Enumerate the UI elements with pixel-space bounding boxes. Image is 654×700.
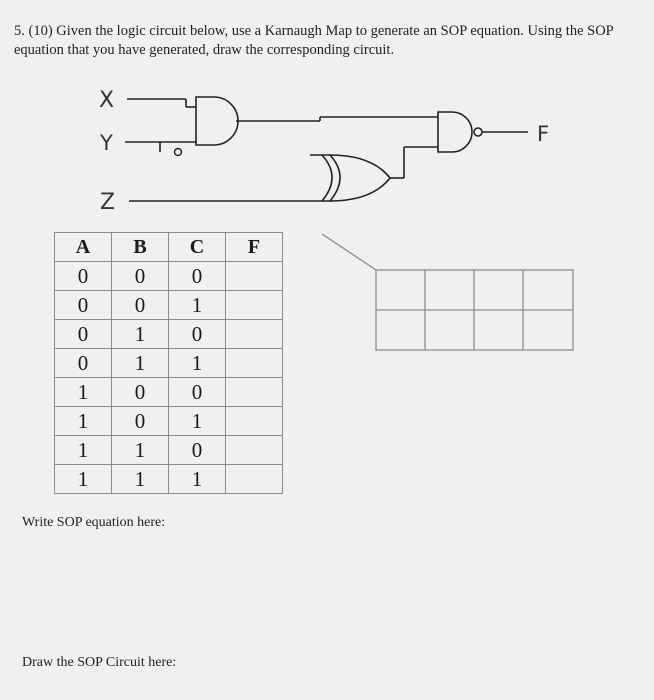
nand-gate [438,112,472,152]
cell-b: 0 [112,407,169,436]
cell-b: 0 [112,291,169,320]
cell-a: 0 [55,291,112,320]
table-row [55,320,283,349]
nand-bubble [474,128,482,136]
cell-f[interactable] [226,436,283,465]
xor-gate [330,155,390,201]
cell-f[interactable] [226,291,283,320]
sop-equation-label: Write SOP equation here: [22,515,166,530]
table-row [55,291,283,320]
table-row [55,349,283,378]
cell-c: 0 [169,262,226,291]
cell-a: 1 [55,378,112,407]
cell-b: 1 [112,465,169,494]
cell-f[interactable] [226,262,283,291]
header-b: B [112,233,169,262]
cell-f[interactable] [226,378,283,407]
input-x-label: X [99,88,115,113]
table-row [55,378,283,407]
cell-a: 1 [55,465,112,494]
cell-a: 0 [55,262,112,291]
header-c: C [169,233,226,262]
draw-circuit-label: Draw the SOP Circuit here: [22,655,177,670]
cell-b: 0 [112,262,169,291]
cell-f[interactable] [226,407,283,436]
cell-f[interactable] [226,465,283,494]
cell-b: 1 [112,349,169,378]
and-gate [196,97,238,145]
question-text: 5. (10) Given the logic circuit below, use a Karnaugh Map to generate an SOP equation. Using the SOP equation that you have generated, draw the corresponding circuit. [14,23,614,58]
cell-a: 0 [55,349,112,378]
cell-a: 1 [55,436,112,465]
cell-c: 1 [169,349,226,378]
cell-b: 0 [112,378,169,407]
karnaugh-map[interactable] [318,228,578,354]
input-bubble-y [175,149,182,156]
cell-b: 1 [112,320,169,349]
cell-c: 0 [169,436,226,465]
cell-c: 1 [169,407,226,436]
logic-circuit [0,0,654,230]
input-z-label: Z [100,190,116,215]
table-row [55,436,283,465]
table-row [55,465,283,494]
cell-f[interactable] [226,349,283,378]
header-a: A [55,233,112,262]
output-f-label: F [537,122,550,146]
kmap-diagonal [322,234,376,270]
cell-c: 1 [169,465,226,494]
truth-table [54,232,283,494]
table-row [55,262,283,291]
cell-c: 0 [169,378,226,407]
table-row [55,407,283,436]
input-y-label: Y [100,131,113,155]
cell-f[interactable] [226,320,283,349]
cell-a: 0 [55,320,112,349]
cell-c: 1 [169,291,226,320]
cell-b: 1 [112,436,169,465]
cell-c: 0 [169,320,226,349]
header-f: F [226,233,283,262]
cell-a: 1 [55,407,112,436]
